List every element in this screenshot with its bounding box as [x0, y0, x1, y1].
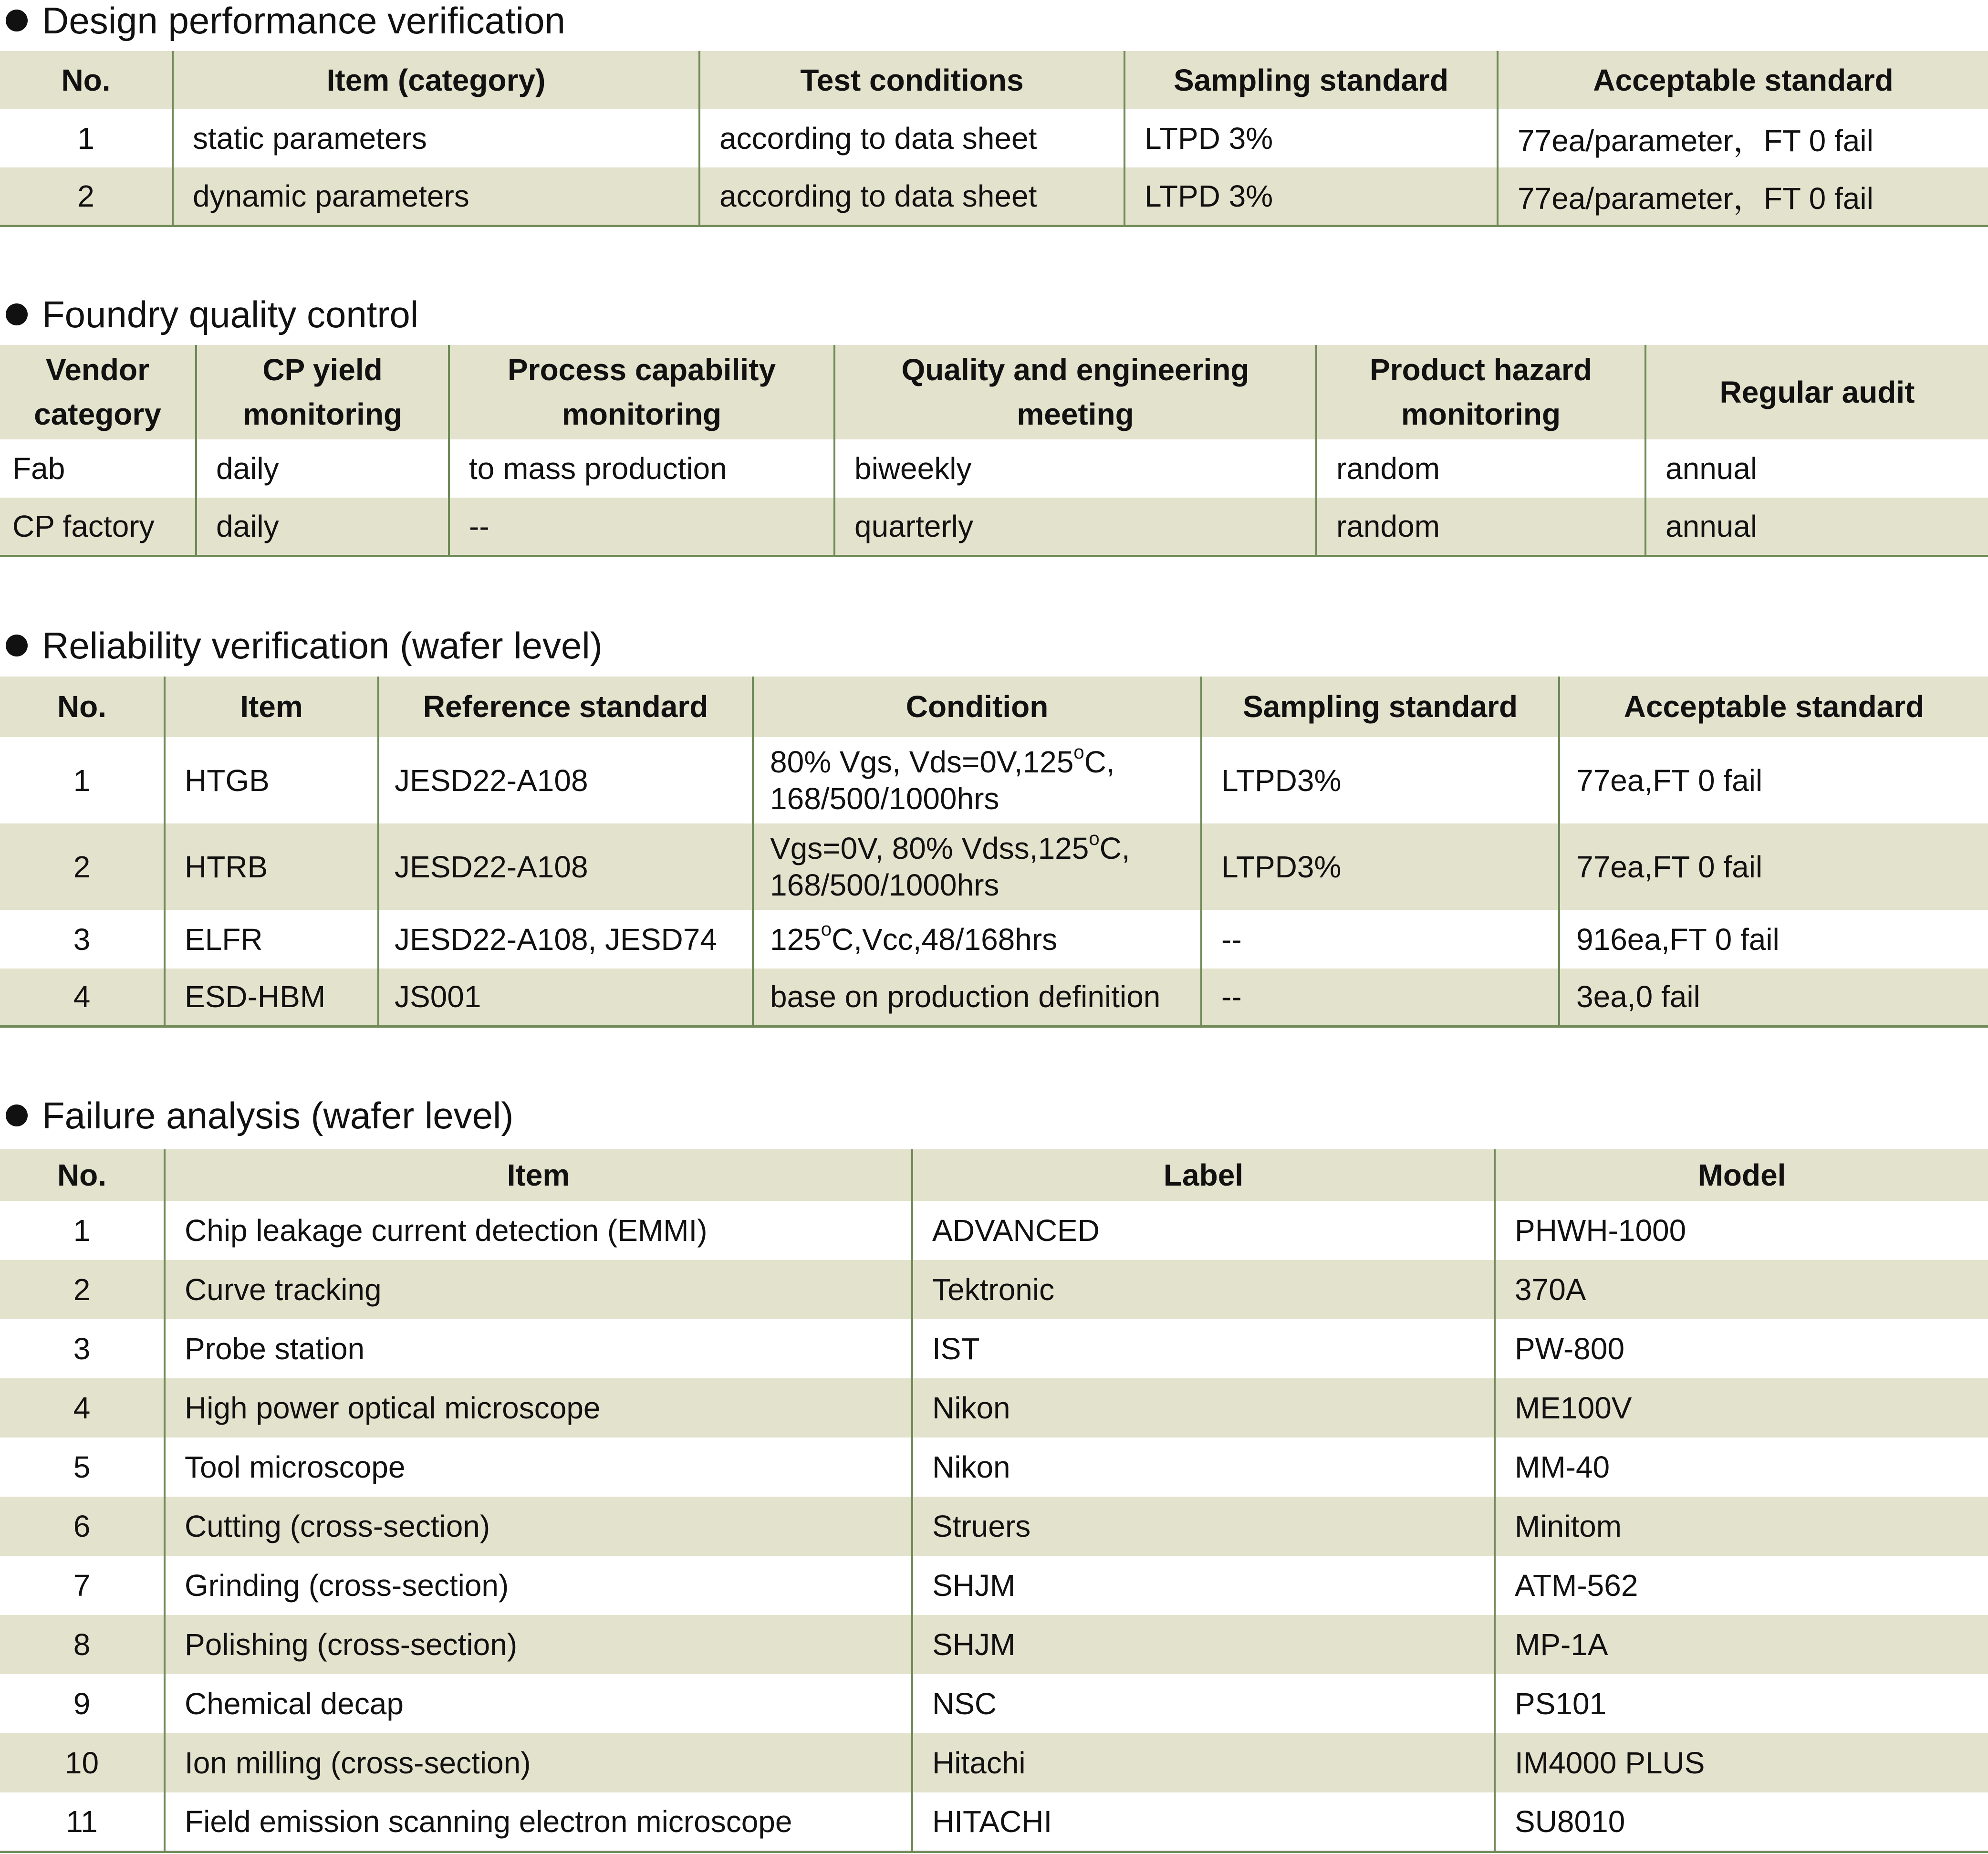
model-cell: ATM-562 — [1495, 1556, 1988, 1615]
row-number: 1 — [77, 121, 94, 156]
condition-unit: C,Vcc,48/168hrs — [832, 922, 1058, 957]
section-title-text: Failure analysis (wafer level) — [42, 1094, 514, 1136]
model-cell: ME100V — [1495, 1378, 1988, 1437]
reference-cell: JS001 — [378, 969, 753, 1026]
table-row — [0, 1437, 1988, 1497]
table-row — [0, 1497, 1988, 1556]
column-header: Item (category) — [173, 51, 699, 109]
model-cell: PHWH-1000 — [1495, 1201, 1988, 1260]
column-header: Item — [165, 677, 378, 737]
row-number: 3 — [73, 922, 91, 957]
sampling-cell: LTPD 3% — [1124, 109, 1498, 167]
label-cell: NSC — [912, 1674, 1495, 1733]
condition-cell — [753, 737, 1201, 823]
bullet-icon — [6, 10, 28, 31]
degree-mark: o — [1089, 828, 1100, 849]
table-row — [0, 823, 1988, 910]
item-cell: Field emission scanning electron microscope — [165, 1792, 912, 1852]
row-number: 9 — [73, 1687, 91, 1721]
item-cell: Cutting (cross-section) — [165, 1497, 912, 1556]
column-header: Product hazard monitoring — [1316, 345, 1645, 439]
table-row — [0, 1674, 1988, 1733]
section-title-reliability — [6, 625, 603, 667]
audit-cell: annual — [1645, 439, 1988, 498]
table-row — [0, 167, 1988, 226]
column-header: Regular audit — [1645, 345, 1988, 439]
item-cell: dynamic parameters — [173, 167, 699, 226]
item-cell: Polishing (cross-section) — [165, 1615, 912, 1674]
acceptable-cell: 3ea,0 fail — [1559, 969, 1988, 1026]
table-row — [0, 910, 1988, 969]
degree-mark: o — [821, 918, 832, 940]
reliability-table — [0, 677, 1988, 1028]
column-header: Vendor category — [34, 353, 161, 431]
column-header: No. — [57, 689, 107, 724]
table-row — [0, 498, 1988, 556]
condition-unit: C, — [1099, 831, 1130, 865]
acceptable-cell: 77ea,FT 0 fail — [1559, 823, 1988, 910]
design-table — [0, 51, 1988, 227]
section-title-design — [6, 0, 565, 42]
hazard-cell: random — [1316, 439, 1645, 498]
column-header: Condition — [753, 677, 1201, 737]
row-number: 1 — [73, 1213, 91, 1248]
label-cell: Nikon — [912, 1378, 1495, 1437]
column-header: Test conditions — [699, 51, 1124, 109]
item-cell: Chip leakage current detection (EMMI) — [165, 1201, 912, 1260]
row-number: 6 — [73, 1509, 91, 1543]
column-header: Model — [1495, 1149, 1988, 1201]
column-header: Sampling standard — [1124, 51, 1498, 109]
table-row — [0, 737, 1988, 823]
model-cell: IM4000 PLUS — [1495, 1733, 1988, 1792]
degree-mark: o — [1073, 741, 1084, 763]
item-cell: Tool microscope — [165, 1437, 912, 1497]
hazard-cell: random — [1316, 498, 1645, 556]
condition-unit: C, — [1084, 744, 1115, 779]
row-number: 2 — [73, 1272, 91, 1307]
column-header: Acceptable standard — [1559, 677, 1988, 737]
item-cell: ESD-HBM — [165, 969, 378, 1026]
table-row — [0, 969, 1988, 1026]
model-cell: Minitom — [1495, 1497, 1988, 1556]
table-header-row — [0, 345, 1988, 439]
table-header-row — [0, 677, 1988, 737]
vendor-cell: Fab — [12, 451, 65, 486]
condition-text: Vgs=0V, 80% Vdss,125 — [770, 831, 1089, 865]
column-header: Acceptable standard — [1498, 51, 1988, 109]
label-cell: IST — [912, 1319, 1495, 1378]
item-cell: Chemical decap — [165, 1674, 912, 1733]
process-cell: -- — [449, 498, 834, 556]
sampling-cell: LTPD3% — [1201, 823, 1559, 910]
acceptable-cell: 77ea/parameter，FT 0 fail — [1498, 167, 1988, 226]
table-row — [0, 1792, 1988, 1852]
label-cell: Hitachi — [912, 1733, 1495, 1792]
bullet-icon — [6, 303, 28, 325]
table-row — [0, 1378, 1988, 1437]
row-number: 8 — [73, 1627, 91, 1662]
table-header-row — [0, 51, 1988, 109]
item-cell: static parameters — [173, 109, 699, 167]
acceptable-cell: 916ea,FT 0 fail — [1559, 910, 1988, 969]
column-header: Sampling standard — [1201, 677, 1559, 737]
table-row — [0, 1615, 1988, 1674]
condition-cell: base on production definition — [753, 969, 1201, 1026]
item-cell: Probe station — [165, 1319, 912, 1378]
row-number: 5 — [73, 1450, 91, 1484]
acceptable-cell: 77ea,FT 0 fail — [1559, 737, 1988, 823]
label-cell: Nikon — [912, 1437, 1495, 1497]
condition-cell: according to data sheet — [699, 167, 1124, 226]
row-number: 11 — [66, 1804, 98, 1839]
row-number: 4 — [73, 979, 91, 1014]
column-header: Reference standard — [378, 677, 753, 737]
reference-cell: JESD22-A108 — [378, 823, 753, 910]
bullet-icon — [6, 1104, 28, 1126]
table-row — [0, 109, 1988, 167]
model-cell: PS101 — [1495, 1674, 1988, 1733]
acceptable-cell: 77ea/parameter，FT 0 fail — [1498, 109, 1988, 167]
table-row — [0, 439, 1988, 498]
table-row — [0, 1260, 1988, 1319]
item-cell: Grinding (cross-section) — [165, 1556, 912, 1615]
reference-cell: JESD22-A108, JESD74 — [378, 910, 753, 969]
model-cell: MM-40 — [1495, 1437, 1988, 1497]
condition-text: 125 — [770, 922, 821, 957]
section-title-text: Reliability verification (wafer level) — [42, 625, 603, 667]
column-header: No. — [57, 1157, 107, 1192]
item-cell: ELFR — [165, 910, 378, 969]
condition-cell — [753, 910, 1201, 969]
label-cell: SHJM — [912, 1556, 1495, 1615]
row-number: 3 — [73, 1332, 91, 1366]
condition-duration: 168/500/1000hrs — [770, 867, 999, 902]
model-cell: MP-1A — [1495, 1615, 1988, 1674]
section-title-foundry — [6, 293, 419, 335]
column-header: Item — [165, 1149, 912, 1201]
item-cell: HTRB — [165, 823, 378, 910]
row-number: 7 — [73, 1568, 91, 1603]
sampling-cell: -- — [1201, 910, 1559, 969]
label-cell: SHJM — [912, 1615, 1495, 1674]
audit-cell: annual — [1645, 498, 1988, 556]
condition-duration: 168/500/1000hrs — [770, 781, 999, 816]
sampling-cell: LTPD3% — [1201, 737, 1559, 823]
table-row — [0, 1319, 1988, 1378]
cp-yield-cell: daily — [196, 439, 449, 498]
table-row — [0, 1556, 1988, 1615]
meeting-cell: quarterly — [834, 498, 1316, 556]
row-number: 4 — [73, 1391, 91, 1425]
column-header: Label — [912, 1149, 1495, 1201]
meeting-cell: biweekly — [834, 439, 1316, 498]
item-cell: High power optical microscope — [165, 1378, 912, 1437]
row-number: 1 — [73, 763, 91, 798]
reference-cell: JESD22-A108 — [378, 737, 753, 823]
section-title-text: Foundry quality control — [42, 293, 419, 335]
row-number: 2 — [73, 849, 91, 884]
table-header-row — [0, 1149, 1988, 1201]
model-cell: SU8010 — [1495, 1792, 1988, 1852]
column-header: Quality and engineering meeting — [834, 345, 1316, 439]
cp-yield-cell: daily — [196, 498, 449, 556]
model-cell: 370A — [1495, 1260, 1988, 1319]
label-cell: Struers — [912, 1497, 1495, 1556]
model-cell: PW-800 — [1495, 1319, 1988, 1378]
section-title-failure — [6, 1094, 514, 1136]
column-header: Process capability monitoring — [449, 345, 834, 439]
item-cell: Curve tracking — [165, 1260, 912, 1319]
label-cell: ADVANCED — [912, 1201, 1495, 1260]
condition-cell: according to data sheet — [699, 109, 1124, 167]
foundry-table — [0, 345, 1988, 557]
condition-text: 80% Vgs, Vds=0V,125 — [770, 744, 1074, 779]
process-cell: to mass production — [449, 439, 834, 498]
condition-cell — [753, 823, 1201, 910]
table-row — [0, 1733, 1988, 1792]
table-row — [0, 1201, 1988, 1260]
bullet-icon — [6, 635, 28, 656]
label-cell: HITACHI — [912, 1792, 1495, 1852]
row-number: 2 — [77, 178, 94, 213]
column-header: CP yield monitoring — [196, 345, 449, 439]
row-number: 10 — [64, 1746, 99, 1780]
failure-table — [0, 1149, 1988, 1853]
item-cell: Ion milling (cross-section) — [165, 1733, 912, 1792]
vendor-cell: CP factory — [12, 509, 155, 543]
sampling-cell: -- — [1201, 969, 1559, 1026]
section-title-text: Design performance verification — [42, 0, 565, 42]
column-header: No. — [61, 62, 111, 97]
sampling-cell: LTPD 3% — [1124, 167, 1498, 226]
item-cell: HTGB — [165, 737, 378, 823]
label-cell: Tektronic — [912, 1260, 1495, 1319]
